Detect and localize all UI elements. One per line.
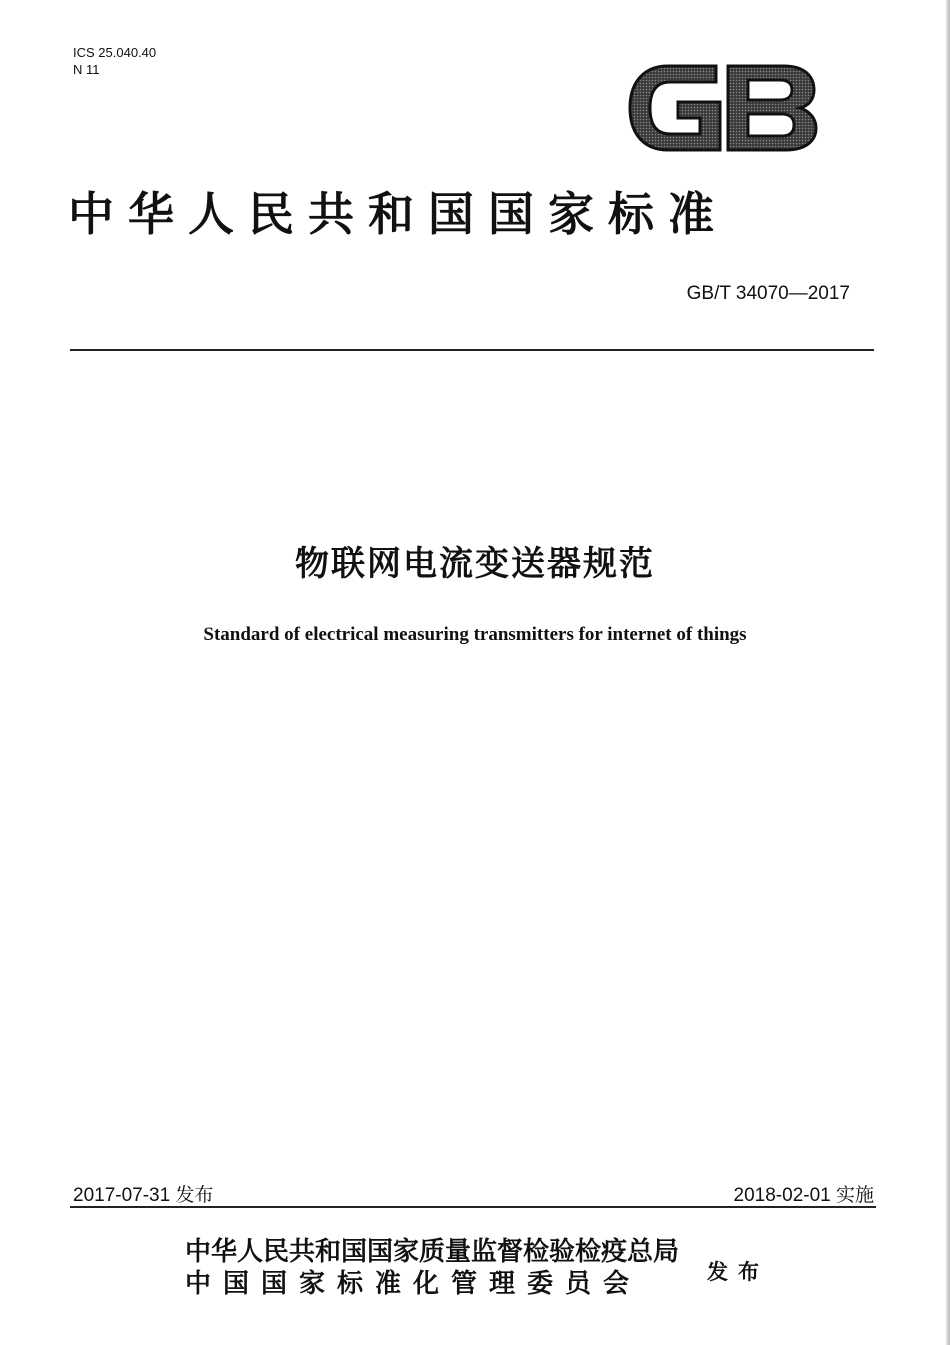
effective-date: 2018-02-01 实施 (733, 1185, 874, 1206)
ics-code: ICS 25.040.40 (73, 45, 157, 60)
page-edge (946, 0, 950, 1345)
release-date: 2017-07-31 发布 (73, 1185, 214, 1206)
issuer-aqsiq: 中华人民共和国国家质量监督检验检疫总局 (185, 1237, 680, 1267)
ccs-code: N 11 (73, 62, 100, 77)
gb-logo-icon (624, 58, 820, 158)
classification-codes (73, 44, 156, 78)
bottom-divider (70, 1206, 876, 1208)
issuer-sac: 中国国家标准化管理委员会 (185, 1269, 642, 1299)
issued-label: 发布 (707, 1259, 769, 1284)
document-title-cn: 物联网电流变送器规范 (295, 544, 655, 584)
national-standard-title: 中华人民共和国国家标准 (68, 187, 728, 241)
issuing-authorities (185, 1236, 685, 1300)
standard-number: GB/T 34070—2017 (686, 283, 850, 304)
document-title-en: Standard of electrical measuring transmitters for internet of things (203, 624, 747, 645)
top-divider (70, 349, 874, 351)
